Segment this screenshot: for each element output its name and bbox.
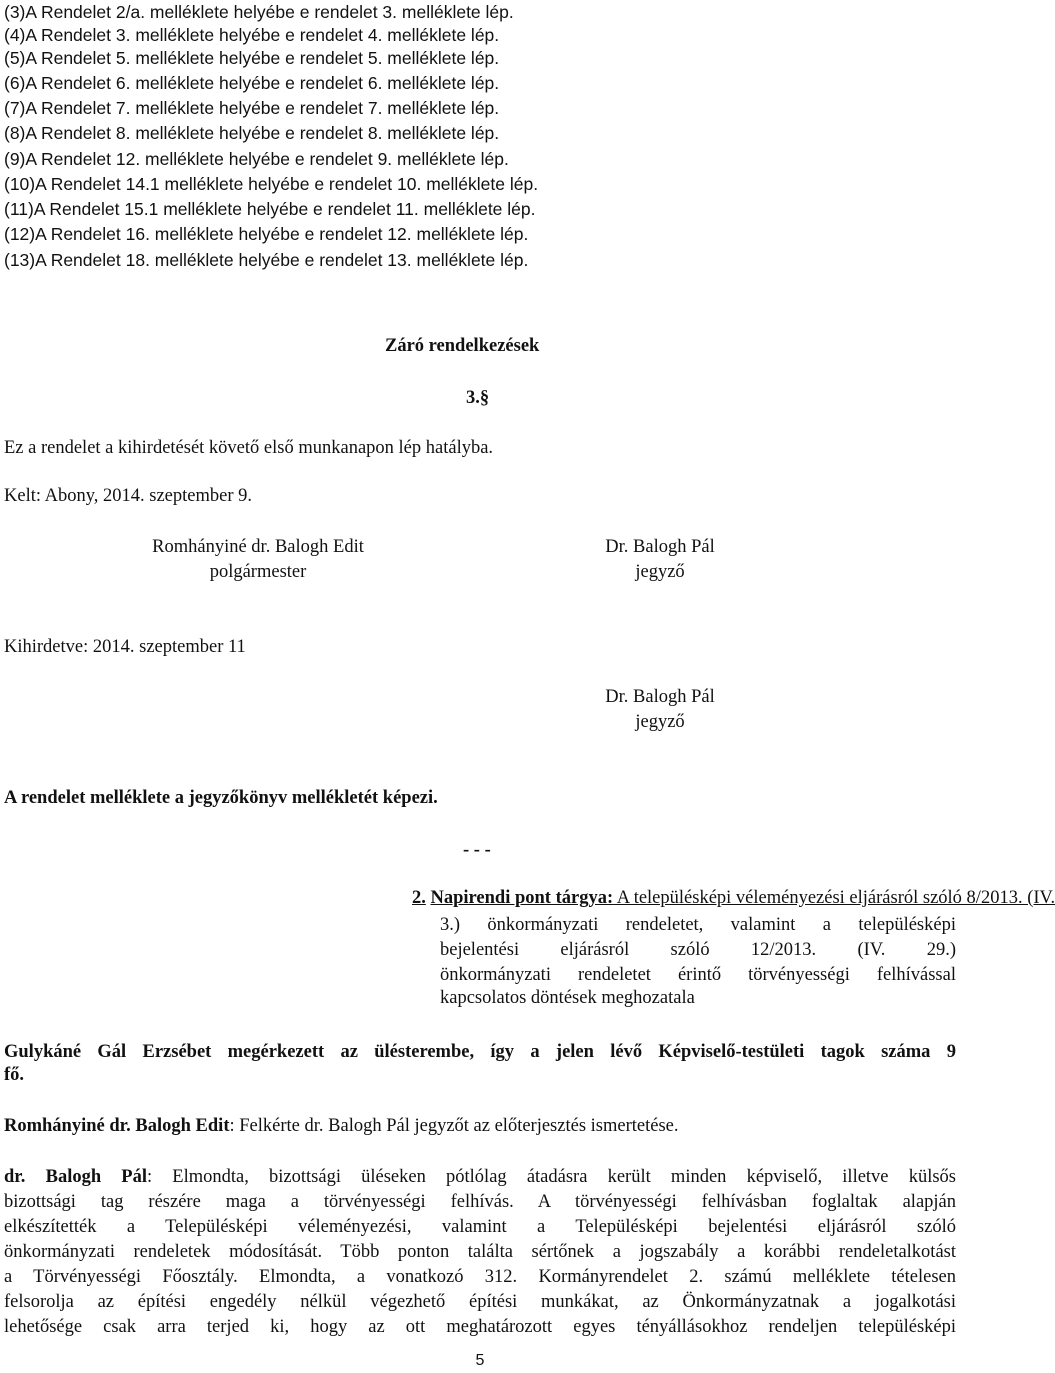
closing-heading: Záró rendelkezések <box>385 336 540 356</box>
promulgation-signature-name: Dr. Balogh Pál <box>605 687 715 707</box>
separator: - - - <box>463 840 491 860</box>
statement-line: lehetősége csak arra terjed ki, hogy az ott meghatározott egyes tényállásokhoz rendeljen településképi <box>4 1317 956 1337</box>
statement-line: a Törvényességi Főosztály. Elmondta, a vonatkozó 312. Kormányrendelet 2. számú melléklete tételesen <box>4 1267 956 1287</box>
amendment-item: (6)A Rendelet 6. melléklete helyébe e rendelet 6. melléklete lép. <box>4 73 500 93</box>
amendment-item: (11)A Rendelet 15.1 melléklete helyébe e rendelet 11. melléklete lép. <box>4 199 536 219</box>
agenda-continuation-4: kapcsolatos döntések meghozatala <box>440 988 695 1008</box>
notary-title: jegyző <box>635 562 685 582</box>
annex-note: A rendelet melléklete a jegyzőkönyv mellékletét képezi. <box>4 788 438 808</box>
amendment-item: (4)A Rendelet 3. melléklete helyébe e rendelet 4. melléklete lép. <box>4 25 500 45</box>
speaker-name: dr. Balogh Pál <box>4 1167 147 1187</box>
agenda-title-start: A településképi véleményezési eljárásról szóló 8/2013. (IV. <box>613 888 1055 908</box>
amendment-item: (10)A Rendelet 14.1 melléklete helyébe e rendelet 10. melléklete lép. <box>4 174 539 194</box>
page-number: 5 <box>475 1352 485 1369</box>
statement-line <box>4 1165 956 1189</box>
amendment-item: (12)A Rendelet 16. melléklete helyébe e rendelet 12. melléklete lép. <box>4 224 529 244</box>
agenda-label: Napirendi pont tárgya: <box>430 888 614 908</box>
dated-line: Kelt: Abony, 2014. szeptember 9. <box>4 486 252 506</box>
agenda-continuation-2: bejelentési eljárásról szóló 12/2013. (IV. 29.) <box>440 940 956 960</box>
statement-line: önkormányzati rendeletek módosítását. Több ponton találta sértőnek a jogszabály a korábbi rendeletalkotást <box>4 1242 956 1262</box>
effective-clause: Ez a rendelet a kihirdetését követő első munkanapon lép hatályba. <box>4 438 494 458</box>
amendment-item: (13)A Rendelet 18. melléklete helyébe e rendelet 13. melléklete lép. <box>4 250 529 270</box>
attendance-line-2: fő. <box>4 1065 25 1085</box>
section-number: 3.§ <box>466 388 490 408</box>
attendance-line-1: Gulykáné Gál Erzsébet megérkezett az ülésterembe, így a jelen lévő Képviselő-testületi tagok száma 9 <box>4 1042 956 1062</box>
statement-text: : Elmondta, bizottsági üléseken pótlólag átadásra került minden képviselő, illetve külsős <box>146 1167 956 1187</box>
mayor-name: Romhányiné dr. Balogh Edit <box>152 537 364 557</box>
agenda-heading <box>412 888 1055 909</box>
amendment-item: (5)A Rendelet 5. melléklete helyébe e rendelet 5. melléklete lép. <box>4 48 500 68</box>
agenda-number: 2. <box>412 888 426 908</box>
mayor-title: polgármester <box>209 562 307 582</box>
agenda-continuation-1: 3.) önkormányzati rendeletet, valamint a településképi <box>440 915 956 935</box>
amendment-item: (7)A Rendelet 7. melléklete helyébe e rendelet 7. melléklete lép. <box>4 98 500 118</box>
statement-line: bizottsági tag részére maga a törvényességi felhívás. A törvényességi felhívásban foglaltak alapján <box>4 1192 956 1212</box>
statement-mayor <box>4 1116 679 1137</box>
amendment-item: (8)A Rendelet 8. melléklete helyébe e rendelet 8. melléklete lép. <box>4 123 500 143</box>
agenda-continuation-3: önkormányzati rendeletet érintő törvényességi felhívással <box>440 965 956 985</box>
amendment-item: (9)A Rendelet 12. melléklete helyébe e rendelet 9. melléklete lép. <box>4 149 509 169</box>
speaker-name: Romhányiné dr. Balogh Edit <box>4 1116 230 1136</box>
statement-line: felsorolja az építési engedély nélkül végezhető építési munkákat, az Önkormányzatnak a jogalkotási <box>4 1292 956 1312</box>
promulgation-signature-title: jegyző <box>635 712 685 732</box>
statement-text: : Felkérte dr. Balogh Pál jegyzőt az előterjesztés ismertetése. <box>229 1116 679 1136</box>
amendment-item: (3)A Rendelet 2/a. melléklete helyébe e rendelet 3. melléklete lép. <box>4 2 514 22</box>
notary-name: Dr. Balogh Pál <box>605 537 715 557</box>
promulgation-line: Kihirdetve: 2014. szeptember 11 <box>4 637 246 657</box>
statement-line: elkészítették a Településképi véleményezési, valamint a Településképi bejelentési eljárásról szóló <box>4 1217 956 1237</box>
